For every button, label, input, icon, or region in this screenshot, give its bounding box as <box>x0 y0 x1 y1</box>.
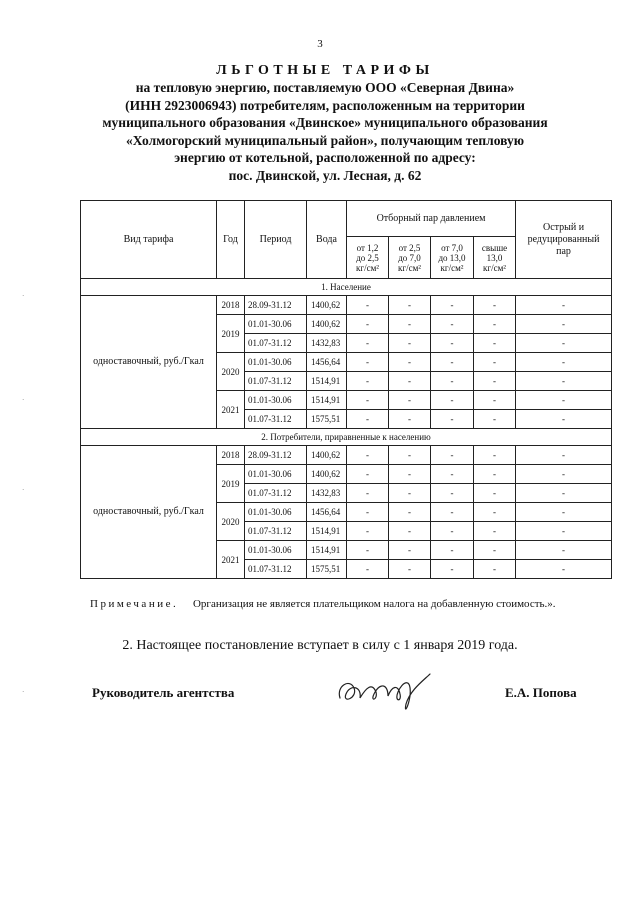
sharp-steam-cell: - <box>516 391 612 410</box>
note-label: Примечание. <box>90 598 179 610</box>
sharp-steam-cell: - <box>516 541 612 560</box>
steam-over-13-cell: - <box>474 353 516 372</box>
note-text: Организация не является плательщиком налога на добавленную стоимость.». <box>192 598 556 610</box>
year-cell: 2021 <box>217 541 245 579</box>
steam-7-13-cell: - <box>431 484 474 503</box>
period-cell: 01.01-30.06 <box>245 541 307 560</box>
header-period: Период <box>245 201 307 279</box>
steam-1-2-5-cell: - <box>347 315 389 334</box>
section-title: 2. Потребители, приравненные к населению <box>81 429 612 446</box>
table-row <box>81 446 612 465</box>
steam-7-13-cell: - <box>431 353 474 372</box>
steam-1-2-5-cell: - <box>347 353 389 372</box>
steam-1-2-5-cell: - <box>347 541 389 560</box>
water-cell: 1575,51 <box>307 410 347 429</box>
year-cell: 2020 <box>217 353 245 391</box>
water-cell: 1575,51 <box>307 560 347 579</box>
header-steam-col-3: от 7,0 до 13,0 кг/см² <box>431 237 474 279</box>
sharp-steam-cell: - <box>516 334 612 353</box>
steam-2-5-7-cell: - <box>389 522 431 541</box>
steam-7-13-cell: - <box>431 446 474 465</box>
steam-7-13-cell: - <box>431 296 474 315</box>
steam-1-2-5-cell: - <box>347 334 389 353</box>
period-cell: 01.01-30.06 <box>245 465 307 484</box>
steam-1-2-5-cell: - <box>347 522 389 541</box>
document-title <box>30 62 620 184</box>
steam-1-2-5-cell: - <box>347 372 389 391</box>
title-line: (ИНН 2923006943) потребителям, расположенным на территории <box>125 97 525 113</box>
steam-over-13-cell: - <box>474 541 516 560</box>
steam-7-13-cell: - <box>431 503 474 522</box>
header-steam-col-1: от 1,2 до 2,5 кг/см² <box>347 237 389 279</box>
title-line: «Холмогорский муниципальный район», получающим тепловую <box>125 132 525 148</box>
steam-over-13-cell: - <box>474 560 516 579</box>
steam-2-5-7-cell: - <box>389 484 431 503</box>
page-number: 3 <box>317 38 323 50</box>
steam-7-13-cell: - <box>431 560 474 579</box>
water-cell: 1456,64 <box>307 353 347 372</box>
steam-7-13-cell: - <box>431 372 474 391</box>
header-steam-col-4: свыше 13,0 кг/см² <box>474 237 516 279</box>
steam-1-2-5-cell: - <box>347 296 389 315</box>
effective-date-clause: 2. Настоящее постановление вступает в силу с 1 января 2019 года. <box>122 638 518 653</box>
header-steam-col-2: от 2,5 до 7,0 кг/см² <box>389 237 431 279</box>
sharp-steam-cell: - <box>516 465 612 484</box>
steam-over-13-cell: - <box>474 372 516 391</box>
header-tariff-type: Вид тарифа <box>81 201 217 279</box>
signature-scribble <box>332 668 436 716</box>
steam-over-13-cell: - <box>474 296 516 315</box>
period-cell: 01.01-30.06 <box>245 353 307 372</box>
title-line: энергию от котельной, расположенной по адресу: <box>174 150 476 165</box>
steam-7-13-cell: - <box>431 541 474 560</box>
header-sharp-steam: Острый и редуцированный пар <box>516 201 612 279</box>
steam-7-13-cell: - <box>431 315 474 334</box>
header-steam-group: Отборный пар давлением <box>347 201 516 237</box>
steam-over-13-cell: - <box>474 522 516 541</box>
steam-2-5-7-cell: - <box>389 560 431 579</box>
steam-7-13-cell: - <box>431 522 474 541</box>
steam-over-13-cell: - <box>474 484 516 503</box>
year-cell: 2019 <box>217 315 245 353</box>
steam-2-5-7-cell: - <box>389 372 431 391</box>
water-cell: 1400,62 <box>307 446 347 465</box>
sharp-steam-cell: - <box>516 315 612 334</box>
sharp-steam-cell: - <box>516 560 612 579</box>
steam-7-13-cell: - <box>431 410 474 429</box>
water-cell: 1514,91 <box>307 372 347 391</box>
year-cell: 2018 <box>217 296 245 315</box>
title-line: на тепловую энергию, поставляемую ООО «Северная Двина» <box>135 80 515 95</box>
steam-1-2-5-cell: - <box>347 410 389 429</box>
steam-7-13-cell: - <box>431 334 474 353</box>
period-cell: 01.01-30.06 <box>245 503 307 522</box>
tariff-table <box>80 200 612 579</box>
note <box>90 598 630 610</box>
sharp-steam-cell: - <box>516 522 612 541</box>
header-water: Вода <box>307 201 347 279</box>
steam-1-2-5-cell: - <box>347 503 389 522</box>
steam-2-5-7-cell: - <box>389 391 431 410</box>
period-cell: 01.07-31.12 <box>245 334 307 353</box>
period-cell: 01.07-31.12 <box>245 560 307 579</box>
margin-mark: · <box>22 396 25 404</box>
steam-2-5-7-cell: - <box>389 465 431 484</box>
steam-1-2-5-cell: - <box>347 391 389 410</box>
period-cell: 01.07-31.12 <box>245 522 307 541</box>
margin-mark: · <box>22 486 25 494</box>
water-cell: 1400,62 <box>307 465 347 484</box>
steam-over-13-cell: - <box>474 334 516 353</box>
period-cell: 01.01-30.06 <box>245 391 307 410</box>
steam-7-13-cell: - <box>431 465 474 484</box>
steam-2-5-7-cell: - <box>389 315 431 334</box>
period-cell: 01.07-31.12 <box>245 484 307 503</box>
sharp-steam-cell: - <box>516 446 612 465</box>
steam-2-5-7-cell: - <box>389 446 431 465</box>
table-row <box>81 296 612 315</box>
steam-2-5-7-cell: - <box>389 353 431 372</box>
sharp-steam-cell: - <box>516 503 612 522</box>
steam-2-5-7-cell: - <box>389 410 431 429</box>
steam-2-5-7-cell: - <box>389 503 431 522</box>
steam-1-2-5-cell: - <box>347 465 389 484</box>
water-cell: 1432,83 <box>307 334 347 353</box>
steam-over-13-cell: - <box>474 315 516 334</box>
sharp-steam-cell: - <box>516 296 612 315</box>
signer-name: Е.А. Попова <box>505 685 577 700</box>
period-cell: 01.07-31.12 <box>245 372 307 391</box>
steam-1-2-5-cell: - <box>347 446 389 465</box>
header-year: Год <box>217 201 245 279</box>
sharp-steam-cell: - <box>516 484 612 503</box>
sharp-steam-cell: - <box>516 353 612 372</box>
title-line: пос. Двинской, ул. Лесная, д. 62 <box>228 167 422 183</box>
period-cell: 01.01-30.06 <box>245 315 307 334</box>
water-cell: 1432,83 <box>307 484 347 503</box>
year-cell: 2019 <box>217 465 245 503</box>
year-cell: 2021 <box>217 391 245 429</box>
tariff-type-cell: одноставочный, руб./Гкал <box>81 446 217 579</box>
section-title: 1. Население <box>81 279 612 296</box>
water-cell: 1514,91 <box>307 522 347 541</box>
tariff-table-body <box>81 279 612 579</box>
period-cell: 28.09-31.12 <box>245 296 307 315</box>
steam-1-2-5-cell: - <box>347 560 389 579</box>
water-cell: 1400,62 <box>307 296 347 315</box>
steam-7-13-cell: - <box>431 391 474 410</box>
steam-over-13-cell: - <box>474 410 516 429</box>
steam-1-2-5-cell: - <box>347 484 389 503</box>
water-cell: 1400,62 <box>307 315 347 334</box>
steam-2-5-7-cell: - <box>389 334 431 353</box>
tariff-type-cell: одноставочный, руб./Гкал <box>81 296 217 429</box>
steam-over-13-cell: - <box>474 446 516 465</box>
title-main: ЛЬГОТНЫЕ ТАРИФЫ <box>216 63 434 78</box>
title-line: муниципального образования «Двинское» муниципального образования <box>102 115 548 130</box>
margin-mark: · <box>22 688 25 696</box>
water-cell: 1514,91 <box>307 391 347 410</box>
steam-over-13-cell: - <box>474 391 516 410</box>
year-cell: 2020 <box>217 503 245 541</box>
margin-mark: · <box>22 292 25 300</box>
steam-over-13-cell: - <box>474 503 516 522</box>
water-cell: 1456,64 <box>307 503 347 522</box>
year-cell: 2018 <box>217 446 245 465</box>
sharp-steam-cell: - <box>516 372 612 391</box>
signer-title: Руководитель агентства <box>92 685 235 700</box>
period-cell: 28.09-31.12 <box>245 446 307 465</box>
period-cell: 01.07-31.12 <box>245 410 307 429</box>
steam-2-5-7-cell: - <box>389 296 431 315</box>
steam-2-5-7-cell: - <box>389 541 431 560</box>
steam-over-13-cell: - <box>474 465 516 484</box>
sharp-steam-cell: - <box>516 410 612 429</box>
water-cell: 1514,91 <box>307 541 347 560</box>
